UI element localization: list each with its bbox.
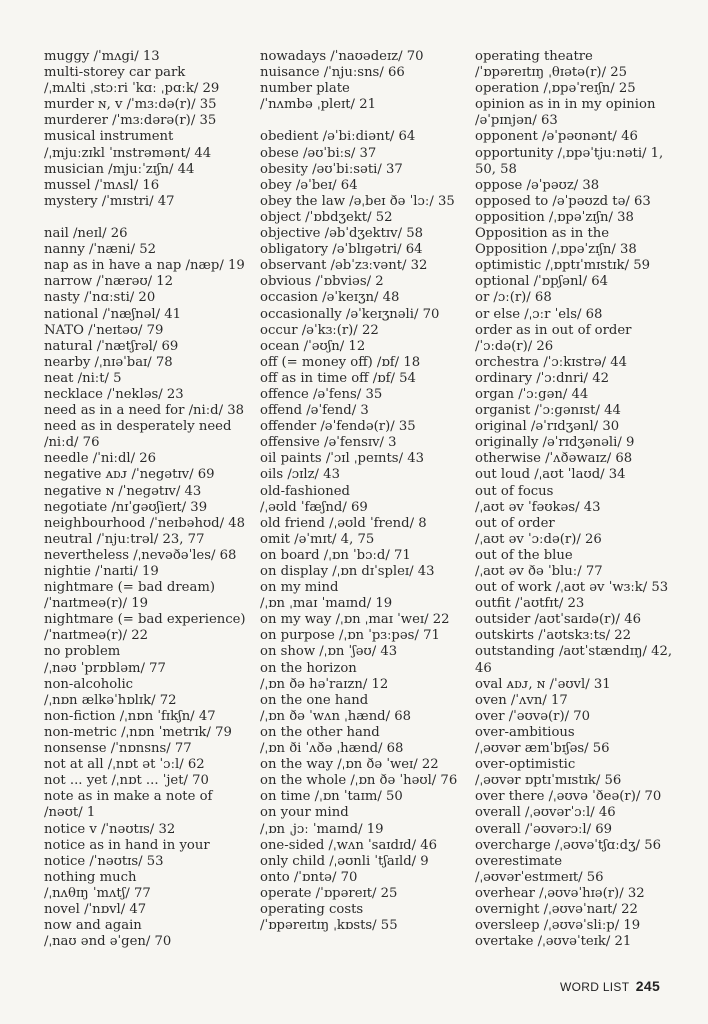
word-entry-line: out of focus <box>475 483 554 499</box>
word-entry-line: /ˌnʌθɪŋ ˈmʌtʃ/ 77 <box>44 885 151 901</box>
word-entry-line: offence /əˈfens/ 35 <box>260 386 383 402</box>
word-entry-line: /niːd/ 76 <box>44 435 100 451</box>
word-entry-line: obedient /əˈbiːdiənt/ 64 <box>260 129 416 145</box>
word-entry-line: nail /neɪl/ 26 <box>44 226 128 242</box>
word-entry-line: over-ambitious <box>475 724 575 740</box>
word-entry-line: old-fashioned <box>260 483 350 499</box>
word-entry-line: Opposition as in the <box>475 226 610 242</box>
word-entry-line: nowadays /ˈnaʊədeɪz/ 70 <box>260 49 424 64</box>
word-entry-line: on the whole /ˌɒn ðə ˈhəʊl/ 76 <box>260 773 458 789</box>
word-entry-line: outfit /ˈaʊtfɪt/ 23 <box>475 596 585 612</box>
word-entry-line: out of order <box>475 515 555 531</box>
word-entry-line: nonsense /ˈnɒnsns/ 77 <box>44 741 192 757</box>
word-entry-line: need as in a need for /niːd/ 38 <box>44 403 245 419</box>
word-entry-line: off (= money off) /ɒf/ 18 <box>260 354 421 370</box>
word-entry-line: overcharge /ˌəʊvəˈtʃɑːdʒ/ 56 <box>475 837 661 853</box>
word-entry-line: /ˌaʊt əv ˈɔːdə(r)/ 26 <box>475 531 602 547</box>
word-entry-line: nightmare (= bad dream) <box>44 580 215 596</box>
word-entry-line: oils /ɔɪlz/ 43 <box>260 467 340 483</box>
word-entry-line: murder ɴ, ᴠ /ˈmɜːdə(r)/ 35 <box>44 97 217 113</box>
word-entry-line: oil paints /ˈɔɪl ˌpeɪnts/ 43 <box>260 451 424 467</box>
word-entry-line: outstanding /aʊtˈstændɪŋ/ 42, <box>475 644 673 660</box>
page-footer <box>560 978 660 994</box>
word-entry-line: /ˈɔːdə(r)/ 26 <box>475 338 554 354</box>
word-entry-line: on the way /ˌɒn ðə ˈweɪ/ 22 <box>260 757 439 773</box>
word-entry-line: obvious /ˈɒbviəs/ 2 <box>260 274 384 290</box>
word-entry-line: on the horizon <box>260 660 357 676</box>
word-entry-line: NATO /ˈneɪtəʊ/ 79 <box>44 322 164 338</box>
word-list-column-2 <box>260 49 457 934</box>
word-entry-line: optional /ˈɒpʃənl/ 64 <box>475 274 609 290</box>
word-entry-line: overall /ˌəʊvərˈɔːl/ 46 <box>475 805 616 821</box>
word-entry-line: /ˌaʊt əv ðə ˈbluː/ 77 <box>475 564 603 579</box>
word-entry-line: operating theatre <box>475 49 593 64</box>
word-entry-line: on purpose /ˌɒn ˈpɜːpəs/ 71 <box>260 628 440 644</box>
word-entry-line: organist /ˈɔːgənɪst/ 44 <box>475 403 621 419</box>
word-entry-line: originally /əˈrɪdʒənəli/ 9 <box>475 435 635 451</box>
word-entry-line: /ˌɒn ˌmaɪ ˈmaɪnd/ 19 <box>260 596 393 612</box>
word-entry-line: novel /ˈnɒvl/ 47 <box>44 901 147 917</box>
word-entry-line: oven /ˈʌvn/ 17 <box>475 692 568 708</box>
word-entry-line: mussel /ˈmʌsl/ 16 <box>44 177 160 193</box>
word-entry-line: murderer /ˈmɜːdərə(r)/ 35 <box>44 113 217 129</box>
word-entry-line: /ˈɒpəreɪtɪŋ ˌkɒsts/ 55 <box>260 918 398 934</box>
word-entry-line: objective /əbˈdʒektɪv/ 58 <box>260 226 424 242</box>
word-entry-line: opinion as in in my opinion <box>475 97 656 113</box>
word-entry-line: oval ᴀᴅᴊ, ɴ /ˈəʊvl/ 31 <box>475 676 611 692</box>
word-entry-line: or /ɔː(r)/ 68 <box>475 290 552 306</box>
word-entry-line: /ˌəʊvərˈestɪmeɪt/ 56 <box>475 869 604 885</box>
word-entry-line: Opposition /ˌɒpəˈzɪʃn/ 38 <box>475 242 637 258</box>
word-entry-line: object /ˈɒbdʒekt/ 52 <box>260 209 393 225</box>
word-entry-line: /ˌəʊvər ɒptɪˈmɪstɪk/ 56 <box>475 773 622 789</box>
word-entry-line: ordinary /ˈɔːdnri/ 42 <box>475 370 609 386</box>
word-entry-line: ocean /ˈəʊʃn/ 12 <box>260 338 366 354</box>
word-entry-line: optimistic /ˌɒptɪˈmɪstɪk/ 59 <box>475 258 650 274</box>
word-entry-line: narrow /ˈnærəʊ/ 12 <box>44 274 174 290</box>
word-entry-line: nap as in have a nap /næp/ 19 <box>44 258 245 274</box>
word-entry-line: /nəʊt/ 1 <box>44 805 96 821</box>
word-entry-line: not at all /ˌnɒt ət ˈɔːl/ 62 <box>44 757 205 773</box>
word-entry-line: offensive /əˈfensɪv/ 3 <box>260 435 397 451</box>
word-entry-line: national /ˈnæʃnəl/ 41 <box>44 306 182 322</box>
word-entry-line: multi-storey car park <box>44 65 186 81</box>
word-entry-line: /ˌnaʊ ənd əˈgen/ 70 <box>44 934 172 950</box>
word-entry-line: /ˌnəʊ ˈprɒbləm/ 77 <box>44 660 166 676</box>
word-entry-line: out of work /ˌaʊt əv ˈwɜːk/ 53 <box>475 580 669 596</box>
word-entry-line: negotiate /nɪˈgəʊʃieɪt/ 39 <box>44 499 208 515</box>
word-entry-line: oversleep /ˌəʊvəˈsliːp/ 19 <box>475 918 641 934</box>
word-entry-line: only child /ˌəʊnli ˈtʃaɪld/ 9 <box>260 853 429 869</box>
word-entry-line: order as in out of order <box>475 322 632 338</box>
word-entry-line: offend /əˈfend/ 3 <box>260 403 369 419</box>
word-entry-line: note as in make a note of <box>44 789 213 805</box>
word-entry-line: off as in time off /ɒf/ 54 <box>260 370 416 386</box>
word-entry-line: neutral /ˈnjuːtrəl/ 23, 77 <box>44 531 205 547</box>
word-entry-line: now and again <box>44 918 142 934</box>
word-entry-line: muggy /ˈmʌgi/ 13 <box>44 49 160 64</box>
word-entry-line: /ˈnaɪtmeə(r)/ 22 <box>44 628 149 644</box>
word-entry-line: one-sided /ˌwʌn ˈsaɪdɪd/ 46 <box>260 837 438 853</box>
word-entry-line: nightmare (= bad experience) <box>44 612 246 628</box>
word-list-column-3 <box>475 49 672 950</box>
word-entry-line: out loud /ˌaʊt ˈlaʊd/ 34 <box>475 467 626 483</box>
word-entry-line: /ˌmjuːzɪkl ˈɪnstrəmənt/ 44 <box>44 145 212 161</box>
word-entry-line: overtake /ˌəʊvəˈteɪk/ 21 <box>475 934 632 950</box>
word-entry-line: nearby /ˌnɪəˈbaɪ/ 78 <box>44 354 173 370</box>
word-entry-line: on my way /ˌɒn ˌmaɪ ˈweɪ/ 22 <box>260 612 450 628</box>
word-entry-line: /ˌɒn ðə ˈwʌn ˌhænd/ 68 <box>260 708 412 724</box>
word-entry-line: nanny /ˈnæni/ 52 <box>44 242 157 258</box>
word-entry-line: natural /ˈnætʃrəl/ 69 <box>44 338 179 354</box>
word-list-column-1 <box>44 49 246 950</box>
entry-gap <box>44 210 246 226</box>
word-entry-line: /ˌɒn ði ˈʌðə ˌhænd/ 68 <box>260 741 404 757</box>
word-entry-line: 46 <box>475 660 492 676</box>
word-entry-line: outskirts /ˈaʊtskɜːts/ 22 <box>475 628 632 644</box>
word-entry-line: obligatory /əˈblɪgətri/ 64 <box>260 242 423 258</box>
word-entry-line: original /əˈrɪdʒənl/ 30 <box>475 419 620 435</box>
word-entry-line: outsider /aʊtˈsaɪdə(r)/ 46 <box>475 612 641 628</box>
word-entry-line: overestimate <box>475 853 563 869</box>
word-entry-line: neat /niːt/ 5 <box>44 370 122 386</box>
word-entry-line: organ /ˈɔːgən/ 44 <box>475 386 589 402</box>
word-entry-line: 50, 58 <box>475 161 517 177</box>
word-entry-line: on your mind <box>260 805 349 821</box>
word-entry-line: opportunity /ˌɒpəˈtjuːnəti/ 1, <box>475 145 664 161</box>
word-entry-line: opponent /əˈpəʊnənt/ 46 <box>475 129 638 145</box>
word-entry-line: need as in desperately need <box>44 419 232 435</box>
word-entry-line: occasionally /əˈkeɪʒnəli/ 70 <box>260 306 440 322</box>
word-entry-line: on the one hand <box>260 692 369 708</box>
word-entry-line: out of the blue <box>475 547 573 563</box>
word-entry-line: mystery /ˈmɪstri/ 47 <box>44 193 175 209</box>
word-entry-line: necklace /ˈnekləs/ 23 <box>44 386 184 402</box>
word-entry-line: nevertheless /ˌnevəðəˈles/ 68 <box>44 547 237 563</box>
word-entry-line: over-optimistic <box>475 757 576 773</box>
word-entry-line: /ˌaʊt əv ˈfəʊkəs/ 43 <box>475 499 601 515</box>
word-entry-line: otherwise /ˈʌðəwaɪz/ 68 <box>475 451 633 467</box>
word-entry-line: over there /ˌəʊvə ˈðeə(r)/ 70 <box>475 789 662 805</box>
footer-label: WORD LIST <box>560 980 630 994</box>
word-entry-line: /ˈnaɪtmeə(r)/ 19 <box>44 596 149 612</box>
word-entry-line: omit /əˈmɪt/ 4, 75 <box>260 531 375 547</box>
word-entry-line: musician /mjuːˈzɪʃn/ 44 <box>44 161 195 177</box>
word-entry-line: nuisance /ˈnjuːsns/ 66 <box>260 65 405 81</box>
word-entry-line: operation /ˌɒpəˈreɪʃn/ 25 <box>475 81 636 97</box>
word-entry-line: on board /ˌɒn ˈbɔːd/ 71 <box>260 547 411 563</box>
word-entry-line: orchestra /ˈɔːkɪstrə/ 44 <box>475 354 628 370</box>
word-entry-line: number plate <box>260 81 350 97</box>
word-entry-line: observant /əbˈzɜːvənt/ 32 <box>260 258 428 274</box>
word-entry-line: oppose /əˈpəʊz/ 38 <box>475 177 600 193</box>
word-entry-line: onto /ˈɒntə/ 70 <box>260 869 358 885</box>
word-entry-line: nasty /ˈnɑːsti/ 20 <box>44 290 156 306</box>
word-entry-line: overall /ˈəʊvərɔːl/ 69 <box>475 821 613 837</box>
word-entry-line: non-metric /ˌnɒn ˈmetrɪk/ 79 <box>44 724 232 740</box>
word-entry-line: on my mind <box>260 580 339 596</box>
word-entry-line: notice /ˈnəʊtɪs/ 53 <box>44 853 164 869</box>
word-entry-line: /ˌəʊld ˈfæʃnd/ 69 <box>260 499 368 515</box>
word-entry-line: nightie /ˈnaɪti/ 19 <box>44 564 159 579</box>
word-entry-line: occasion /əˈkeɪʒn/ 48 <box>260 290 400 306</box>
word-entry-line: /ˌɒn ˌjɔː ˈmaɪnd/ 19 <box>260 821 384 837</box>
word-entry-line: operating costs <box>260 901 364 917</box>
page-number: 245 <box>635 978 661 994</box>
word-entry-line: notice as in hand in your <box>44 837 210 853</box>
word-entry-line: obesity /əʊˈbiːsəti/ 37 <box>260 161 403 177</box>
word-entry-line: obese /əʊˈbiːs/ 37 <box>260 145 377 161</box>
word-entry-line: offender /əˈfendə(r)/ 35 <box>260 419 416 435</box>
word-entry-line: /ˌnɒn ælkəˈhɒlɪk/ 72 <box>44 692 177 708</box>
entry-gap <box>260 113 457 129</box>
word-entry-line: overnight /ˌəʊvəˈnaɪt/ 22 <box>475 901 638 917</box>
word-entry-line: not ... yet /ˌnɒt ... ˈjet/ 70 <box>44 773 209 789</box>
word-entry-line: obey the law /əˌbeɪ ðə ˈlɔː/ 35 <box>260 193 455 209</box>
word-entry-line: /ˌəʊvər æmˈbɪʃəs/ 56 <box>475 741 610 757</box>
word-entry-line: on display /ˌɒn dɪˈspleɪ/ 43 <box>260 564 435 579</box>
word-entry-line: on show /ˌɒn ˈʃəʊ/ 43 <box>260 644 398 660</box>
word-entry-line: notice ᴠ /ˈnəʊtɪs/ 32 <box>44 821 176 837</box>
word-entry-line: over /ˈəʊvə(r)/ 70 <box>475 708 591 724</box>
word-entry-line: negative ᴀᴅᴊ /ˈnegətɪv/ 69 <box>44 467 215 483</box>
word-entry-line: negative ɴ /ˈnegətɪv/ 43 <box>44 483 202 499</box>
word-entry-line: non-fiction /ˌnɒn ˈfɪkʃn/ 47 <box>44 708 216 724</box>
word-entry-line: non-alcoholic <box>44 676 134 692</box>
word-entry-line: on time /ˌɒn ˈtaɪm/ 50 <box>260 789 403 805</box>
word-entry-line: old friend /ˌəʊld ˈfrend/ 8 <box>260 515 427 531</box>
word-entry-line: operate /ˈɒpəreɪt/ 25 <box>260 885 398 901</box>
word-entry-line: opposed to /əˈpəʊzd tə/ 63 <box>475 193 651 209</box>
word-entry-line: opposition /ˌɒpəˈzɪʃn/ 38 <box>475 209 634 225</box>
word-entry-line: needle /ˈniːdl/ 26 <box>44 451 157 467</box>
word-entry-line: /ˌɒn ðə həˈraɪzn/ 12 <box>260 676 389 692</box>
word-entry-line: overhear /ˌəʊvəˈhɪə(r)/ 32 <box>475 885 645 901</box>
word-entry-line: neighbourhood /ˈneɪbəhʊd/ 48 <box>44 515 245 531</box>
word-entry-line: occur /əˈkɜː(r)/ 22 <box>260 322 379 338</box>
word-entry-line: no problem <box>44 644 121 660</box>
word-entry-line: or else /ˌɔːr ˈels/ 68 <box>475 306 603 322</box>
word-entry-line: on the other hand <box>260 724 380 740</box>
word-entry-line: /ˈɒpəreɪtɪŋ ˌθɪətə(r)/ 25 <box>475 65 627 81</box>
word-entry-line: obey /əˈbeɪ/ 64 <box>260 177 358 193</box>
word-entry-line: nothing much <box>44 869 137 885</box>
word-entry-line: /ˌmʌlti ˌstɔːri ˈkɑː ˌpɑːk/ 29 <box>44 81 220 97</box>
word-entry-line: musical instrument <box>44 129 174 145</box>
word-entry-line: /ˈnʌmbə ˌpleɪt/ 21 <box>260 97 376 113</box>
word-entry-line: /əˈpɪnjən/ 63 <box>475 113 558 129</box>
